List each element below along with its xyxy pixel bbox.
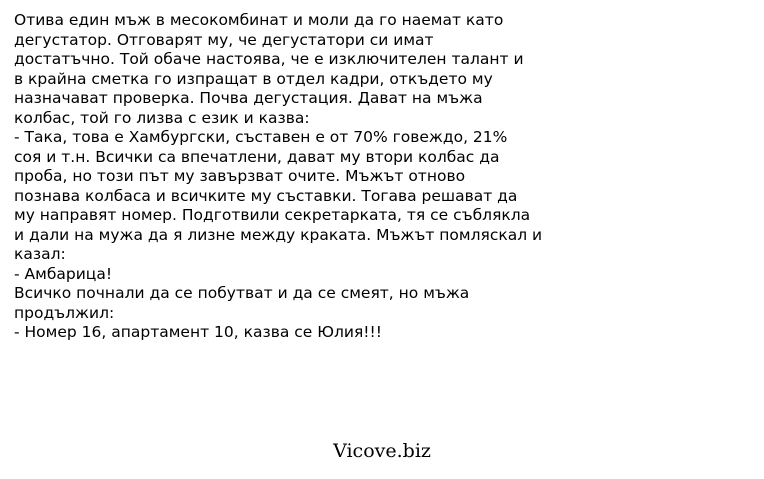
- joke-line: - Така, това е Хамбургски, съставен е от 70% говеждо, 21%: [14, 128, 508, 146]
- joke-line: Всичко почнали да се побутват и да се смеят, но мъжа: [14, 284, 470, 302]
- joke-line: - Номер 16, апартамент 10, казва се Юлия!!!: [14, 323, 382, 341]
- joke-line: соя и т.н. Всички са впечатлени, дават му втори колбас да: [14, 147, 500, 166]
- joke-line: познава колбаса и всичките му съставки. Тогава решават да: [14, 186, 518, 205]
- joke-line: дегустатор. Отговарят му, че дегустатори си имат: [14, 30, 434, 49]
- joke-line: казал:: [14, 245, 66, 263]
- joke-line: проба, но този път му завързват очите. Мъжът отново: [14, 167, 466, 185]
- joke-line: Отива един мъж в месокомбинат и моли да го наемат като: [14, 11, 504, 29]
- joke-line: продължил:: [14, 303, 115, 322]
- joke-line: назначават проверка. Почва дегустация. Дават на мъжа: [14, 89, 483, 107]
- joke-line: колбас, той го лизва с език и казва:: [14, 108, 310, 127]
- joke-line: и дали на мужа да я лизне между краката. Мъжът помляскал и: [14, 225, 543, 244]
- joke-line: достатъчно. Той обаче настоява, че е изключителен талант и: [14, 50, 524, 68]
- joke-line: му направят номер. Подготвили секретарката, тя се съблякла: [14, 206, 531, 224]
- site-watermark: Vicove.biz: [333, 440, 431, 462]
- joke-line: в крайна сметка го изпращат в отдел кадри, откъдето му: [14, 69, 493, 88]
- joke-text: [14, 11, 754, 343]
- joke-line: - Амбарица!: [14, 264, 113, 283]
